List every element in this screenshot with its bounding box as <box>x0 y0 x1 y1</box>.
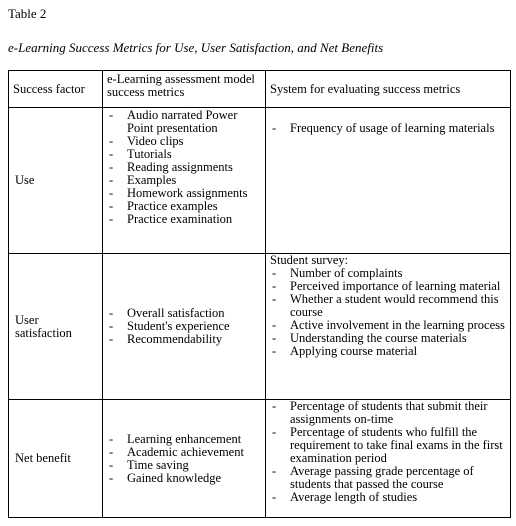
list-item: - Video clips <box>103 135 265 148</box>
evaluation-list <box>266 267 510 358</box>
metrics-cell <box>103 400 266 518</box>
header-evaluation-system-text: System for evaluating success metrics <box>270 81 461 96</box>
list-item: - Student's experience <box>103 320 265 333</box>
evaluation-list <box>266 122 510 135</box>
list-item: - Average length of studies <box>266 491 510 504</box>
metrics-list <box>103 433 265 485</box>
survey-heading: Student survey: <box>270 253 349 267</box>
table-header-row <box>9 71 511 108</box>
metrics-cell <box>103 254 266 400</box>
list-item: - Percentage of students that submit their assignments on-time <box>266 400 510 426</box>
metrics-cell <box>103 108 266 254</box>
list-item: - Overall satisfaction <box>103 307 265 320</box>
evaluation-cell <box>266 108 511 254</box>
list-item: - Tutorials <box>103 148 265 161</box>
evaluation-list <box>266 400 510 504</box>
table-row-net-benefit <box>9 400 511 518</box>
table-label: Table 2 <box>8 6 47 21</box>
factor-cell <box>9 254 103 400</box>
header-evaluation-system <box>266 71 511 108</box>
list-item: - Time saving <box>103 459 265 472</box>
factor-label: Use <box>15 173 35 187</box>
list-item: - Practice examples <box>103 200 265 213</box>
header-success-factor <box>9 71 103 108</box>
header-assessment-metrics <box>103 71 266 108</box>
metrics-table <box>8 70 511 518</box>
list-item: - Understanding the course materials <box>266 332 510 345</box>
evaluation-cell <box>266 254 511 400</box>
table-title: e-Learning Success Metrics for Use, User Satisfaction, and Net Benefits <box>8 40 384 55</box>
factor-cell <box>9 400 103 518</box>
list-item: - Average passing grade percentage of students that passed the course <box>266 465 510 491</box>
table-row-use <box>9 108 511 254</box>
header-assessment-metrics-text: e-Learning assessment model success metrics <box>107 72 255 99</box>
list-item: - Academic achievement <box>103 446 265 459</box>
list-item: - Recommendability <box>103 333 265 346</box>
list-item: - Frequency of usage of learning materials <box>266 122 510 135</box>
list-item: - Practice examination <box>103 213 265 226</box>
list-item: - Gained knowledge <box>103 472 265 485</box>
list-item: - Perceived importance of learning material <box>266 280 510 293</box>
header-success-factor-text: Success factor <box>13 81 85 96</box>
list-item: - Homework assignments <box>103 187 265 200</box>
list-item: - Number of complaints <box>266 267 510 280</box>
list-item: - Active involvement in the learning process <box>266 319 510 332</box>
list-item: - Learning enhancement <box>103 433 265 446</box>
evaluation-cell <box>266 400 511 518</box>
list-item: - Reading assignments <box>103 161 265 174</box>
factor-label: Net benefit <box>15 451 71 465</box>
table-row-user-satisfaction <box>9 254 511 400</box>
metrics-list <box>103 109 265 226</box>
list-item: - Audio narrated Power Point presentation <box>103 109 265 135</box>
metrics-list <box>103 307 265 346</box>
factor-cell <box>9 108 103 254</box>
factor-label: User satisfaction <box>15 312 72 340</box>
list-item: - Examples <box>103 174 265 187</box>
list-item: - Whether a student would recommend this course <box>266 293 510 319</box>
list-item: - Percentage of students who fulfill the requirement to take final exams in the first examination period <box>266 426 510 465</box>
list-item: - Applying course material <box>266 345 510 358</box>
